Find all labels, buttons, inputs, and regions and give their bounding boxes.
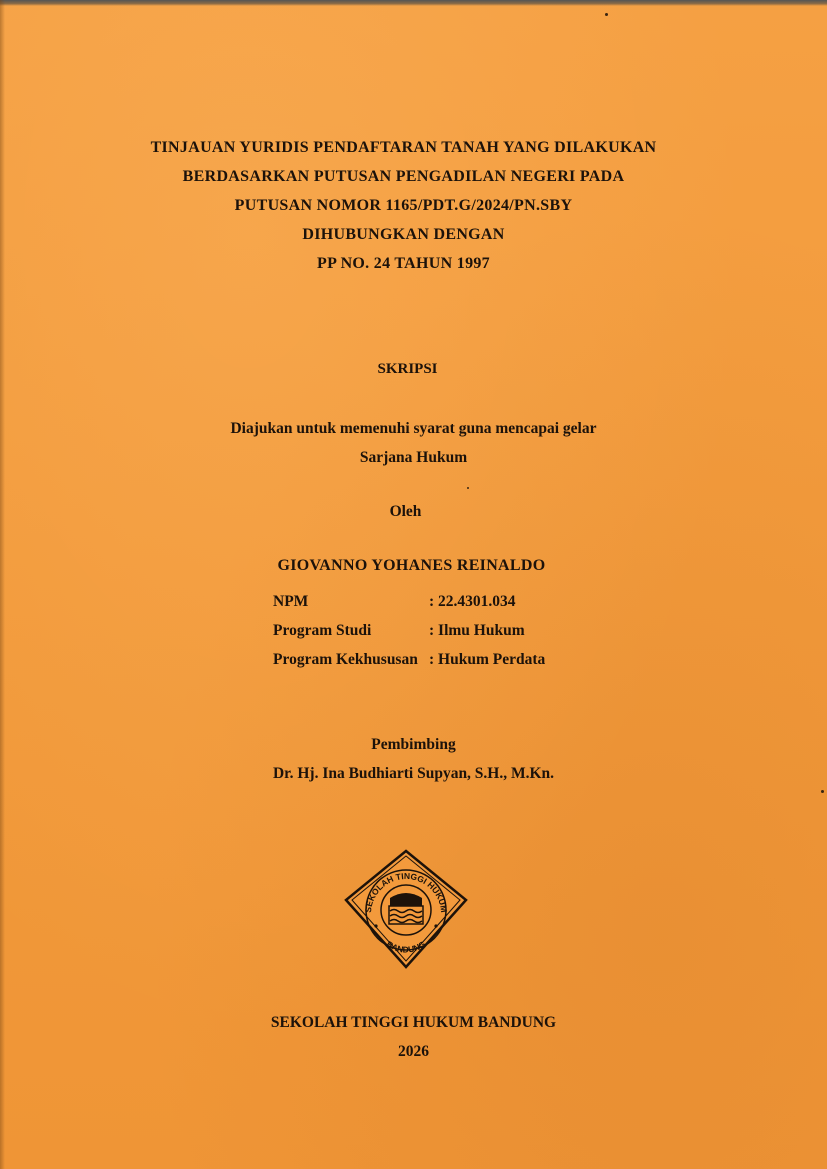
title-line: BERDASARKAN PUTUSAN PENGADILAN NEGERI PADA	[182, 168, 625, 185]
title-line: PP NO. 24 TAHUN 1997	[317, 255, 490, 272]
author-info-table	[273, 587, 545, 674]
cover-top-edge	[0, 0, 827, 6]
institution-block	[0, 1008, 827, 1066]
supervisor-name: Dr. Hj. Ina Budhiarti Supyan, S.H., M.Kn.	[272, 765, 555, 782]
intent-line: Diajukan untuk memenuhi syarat guna mencapai gelar	[230, 420, 597, 437]
author-name: GIOVANNO YOHANES REINALDO	[277, 557, 546, 574]
info-label: Program Studi	[273, 621, 372, 639]
by-label: Oleh	[389, 503, 422, 520]
document-type: SKRIPSI	[377, 361, 438, 377]
info-row-program-kekhususan	[273, 645, 545, 674]
info-row-npm	[273, 587, 545, 616]
publication-year: 2026	[398, 1043, 429, 1060]
info-row-program-studi	[273, 616, 545, 645]
degree-name: Sarjana Hukum	[359, 449, 468, 466]
paper-speck	[605, 13, 608, 16]
title-line: TINJAUAN YURIDIS PENDAFTARAN TANAH YANG DILAKUKAN	[150, 139, 657, 156]
info-value: : Ilmu Hukum	[429, 621, 525, 639]
supervisor-label: Pembimbing	[371, 736, 456, 753]
supervisor-block	[0, 730, 827, 788]
info-label: NPM	[273, 592, 309, 610]
logo-ring-text-bottom: BANDUNG	[384, 938, 428, 955]
info-label: Program Kekhususan	[273, 650, 418, 668]
logo-ring-text-top: SEKOLAH TINGGI HUKUM	[362, 870, 450, 914]
thesis-title	[0, 133, 817, 278]
institution-logo-icon	[343, 848, 469, 970]
info-value: : 22.4301.034	[429, 592, 516, 610]
title-line: PUTUSAN NOMOR 1165/PDT.G/2024/PN.SBY	[234, 197, 573, 214]
paper-speck	[467, 487, 469, 489]
info-value: : Hukum Perdata	[429, 650, 546, 668]
degree-intent	[0, 414, 827, 472]
title-line: DIHUBUNGKAN DENGAN	[302, 226, 505, 243]
paper-speck	[821, 790, 824, 793]
institution-name: SEKOLAH TINGGI HUKUM BANDUNG	[270, 1014, 557, 1031]
